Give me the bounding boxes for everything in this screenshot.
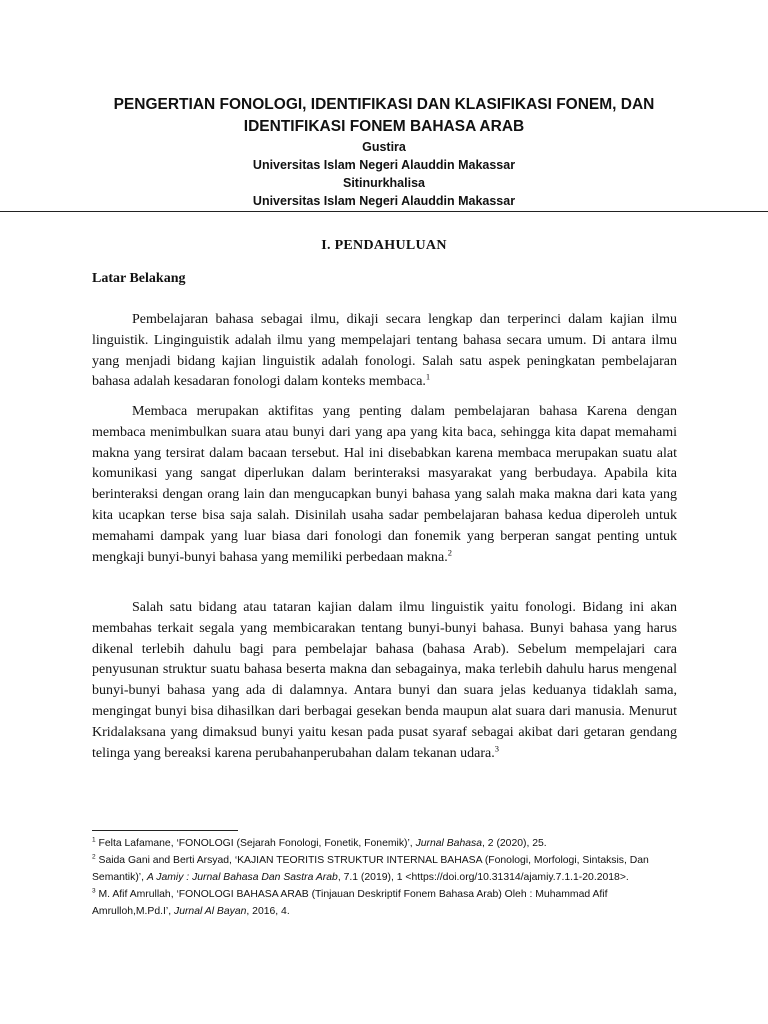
footnote-journal: Jurnal Al Bayan [174,906,247,917]
footnote-journal: Jurnal Bahasa [415,838,482,849]
body-paragraph-3 [92,598,677,764]
body-paragraph-1 [92,310,677,393]
paper-title-line-2: IDENTIFIKASI FONEM BAHASA ARAB [243,118,525,135]
header-divider [0,211,768,212]
footnote-ref-1[interactable]: 1 [425,371,431,382]
footnote-number: 1 [92,836,96,844]
footnote-text: Saida Gani and Berti Arsyad, ‘KAJIAN TEORITIS STRUKTUR INTERNAL BAHASA (Fonologi, Morfologi, Sintaksis, Dan Semantik)’, [92,855,649,883]
footnote-separator [92,830,238,831]
paper-title-line-1: PENGERTIAN FONOLOGI, IDENTIFIKASI DAN KLASIFIKASI FONEM, DAN [113,96,655,113]
footnote-ref-3[interactable]: 3 [494,742,499,753]
paragraph-text: Membaca merupakan aktifitas yang penting dalam pembelajaran bahasa Karena dengan membaca menimbulkan suara atau bunyi dari yang apa yang kita baca, sehingga kita dapat memahami makna yang tersirat dalam bacaan tersebut. Hal ini disebabkan karena membaca merupakan suatu alat komunikasi yang sangat diperlukan dalam berinteraksi masyarakat yang berbudaya. Apabila kita berinteraksi dengan orang lain dan mengucapkan bunyi bahasa yang salah maka makna dari kata yang kita ucapkan terse bisa saja salah. Disinilah usaha sadar pembelajaran bahasa kedua diperoleh untuk memahami dampak yang luar biasa dari fonologi dan fonemik yang berperan sangat penting untuk mengkaji bunyi-bunyi bahasa yang memiliki perbedaan makna. [92,404,677,565]
footnote-number: 3 [92,887,96,895]
subsection-heading: Latar Belakang [92,271,186,286]
author-name-2: Sitinurkhalisa [343,176,425,190]
footnote-text: M. Afif Amrullah, ‘FONOLOGI BAHASA ARAB (Tinjauan Deskriptif Fonem Bahasa Arab) Oleh : Muhammad Afif Amrulloh,M.Pd.I’, [92,889,608,917]
footnote-number: 2 [92,853,96,861]
footnote-journal: A Jamiy : Jurnal Bahasa Dan Sastra Arab [146,872,338,883]
paragraph-text: Salah satu bidang atau tataran kajian dalam ilmu linguistik yaitu fonologi. Bidang ini akan membahas terkait segala yang membicarakan tentang bunyi-bunyi bahasa. Bunyi bahasa yang harus dikenal terlebih dahulu bagi para pembelajar bahasa (bahasa Arab). Sebelum mempelajari cara penyusunan struktur suatu bahasa beserta makna dan sebagainya, maka terlebih dahulu harus mengenal bunyi-bunyi bahasa yang ada di dalamnya. Antara bunyi dan suara jelas keduanya tidaklah sama, mengingat bunyi bisa dihasilkan dari berbagai gesekan benda maupun alat suara dari manusia. Menurut Kridalaksana yang dimaksud bunyi yaitu kesan pada pusat syaraf sebagai akibat dari getaran gendang telinga yang bereaksi karena perubahanperubahan dalam tekanan udara. [92,600,677,761]
footnote-2 [92,852,677,886]
author-affiliation-2: Universitas Islam Negeri Alauddin Makassar [252,194,516,208]
footnote-3 [92,886,677,920]
footnote-1 [92,835,677,852]
paragraph-text: Pembelajaran bahasa sebagai ilmu, dikaji secara lengkap dan terperinci dalam kajian ilmu linguistik. Linginguistik adalah ilmu yang mempelajari tentang bahasa secara umum. Di antara ilmu yang menjadi bidang kajian linguistik adalah fonologi. Salah satu aspek peningkatan pembelajaran bahasa adalah kesadaran fonologi dalam konteks membaca. [92,312,677,390]
footnote-text: , 7.1 (2019), 1 <https://doi.org/10.31314/ajamiy.7.1.1-20.2018>. [337,872,629,883]
footnote-text: , 2016, 4. [246,906,290,917]
author-name-1: Gustira [362,140,406,154]
section-heading: I. PENDAHULUAN [321,238,447,253]
paper-header [0,94,768,210]
footnote-text: Felta Lafamane, ‘FONOLOGI (Sejarah Fonologi, Fonetik, Fonemik)’, [95,838,416,849]
body-paragraph-2 [92,402,677,568]
footnote-ref-2[interactable]: 2 [447,546,452,557]
footnote-text: , 2 (2020), 25. [482,838,547,849]
footnotes [92,835,677,920]
author-affiliation-1: Universitas Islam Negeri Alauddin Makassar [252,158,516,172]
